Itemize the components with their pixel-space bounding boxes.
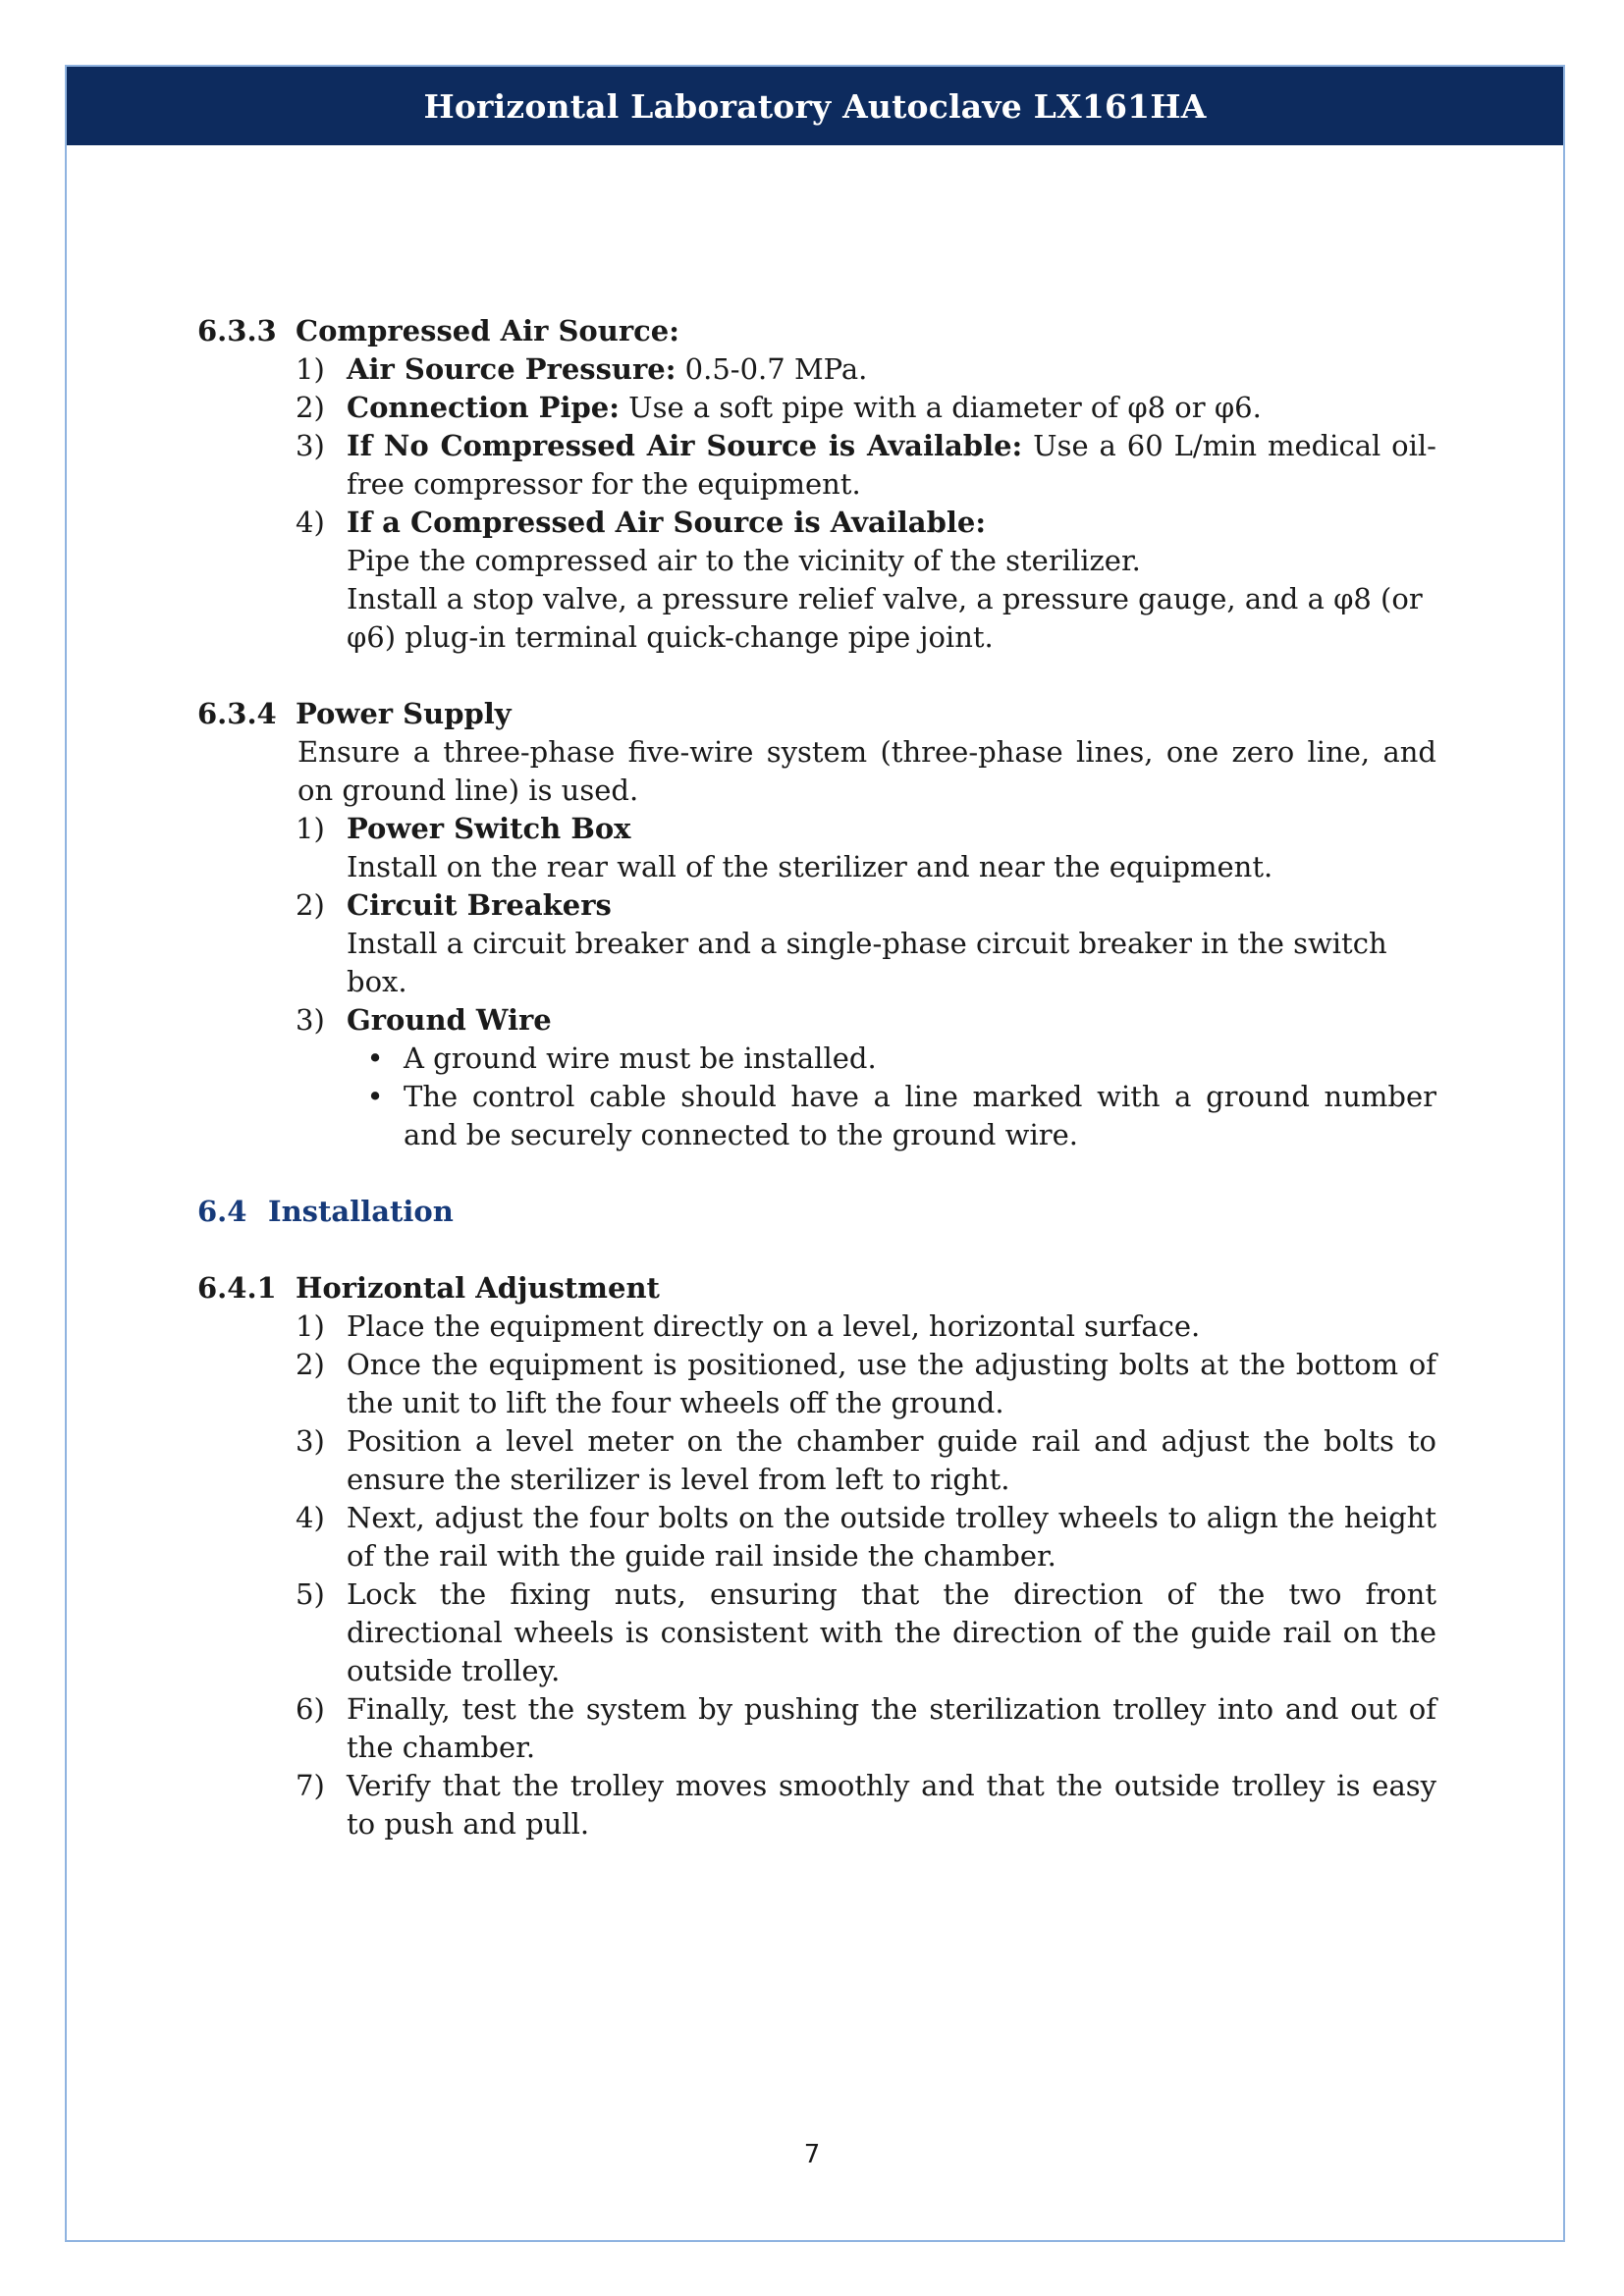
item-text: Verify that the trolley moves smoothly and that the outside trolley is easy to push and pull.	[347, 1769, 1436, 1841]
item-label: Circuit Breakers	[347, 888, 612, 922]
item-detail: Install on the rear wall of the sterilizer and near the equipment.	[347, 850, 1273, 883]
section-title: Horizontal Adjustment	[296, 1271, 660, 1305]
section-title: Power Supply	[296, 697, 512, 730]
section-number: 6.4	[197, 1195, 247, 1228]
item-detail: Install a stop valve, a pressure relief valve, a pressure gauge, and a φ8 (or φ6) plug-in terminal quick-change pipe joint.	[347, 582, 1423, 654]
section-number: 6.4.1	[197, 1271, 277, 1305]
list-number: 1)	[296, 812, 325, 845]
bullet-text: A ground wire must be installed.	[404, 1041, 877, 1075]
section-number: 6.3.3	[197, 314, 277, 347]
list-item	[296, 1422, 1436, 1499]
list-number: 7)	[296, 1769, 325, 1802]
list-number: 6)	[296, 1692, 325, 1726]
item-detail: Install a circuit breaker and a single-phase circuit breaker in the switch box.	[347, 927, 1387, 998]
page-number: 7	[803, 2140, 821, 2169]
list-item	[296, 389, 1436, 427]
section-heading-6-3-4	[197, 695, 1436, 733]
item-text: Use a 60 L/min medical oil-free compressor for the equipment.	[347, 429, 1436, 501]
list-item	[296, 1001, 1436, 1040]
item-label: Ground Wire	[347, 1003, 552, 1037]
list-number: 1)	[296, 1309, 325, 1343]
item-label: Connection Pipe:	[347, 391, 620, 424]
bullet-item	[347, 1078, 1436, 1154]
section-number: 6.3.4	[197, 697, 277, 730]
list-number: 2)	[296, 888, 325, 922]
item-label: Air Source Pressure:	[347, 352, 677, 386]
page-content	[197, 312, 1436, 1843]
item-text: Position a level meter on the chamber guide rail and adjust the bolts to ensure the sterilizer is level from left to right.	[347, 1424, 1436, 1496]
list-item	[296, 886, 1436, 925]
list-number: 5)	[296, 1577, 325, 1611]
list-number: 4)	[296, 506, 325, 539]
list-item	[296, 504, 1436, 542]
section-heading-6-4-1	[197, 1269, 1436, 1308]
item-text: Finally, test the system by pushing the sterilization trolley into and out of the chamber.	[347, 1692, 1436, 1764]
section-title: Compressed Air Source:	[296, 314, 679, 347]
item-text: 0.5-0.7 MPa.	[676, 352, 868, 386]
list-item	[296, 350, 1436, 389]
list-number: 3)	[296, 1003, 325, 1037]
section-heading-6-4	[197, 1193, 1436, 1231]
item-detail: Pipe the compressed air to the vicinity of the sterilizer.	[347, 544, 1141, 577]
list-number: 1)	[296, 352, 325, 386]
item-label: Power Switch Box	[347, 812, 631, 845]
list-number: 2)	[296, 391, 325, 424]
item-label: If a Compressed Air Source is Available:	[347, 506, 987, 539]
list-item	[296, 810, 1436, 848]
bullet-text: The control cable should have a line marked with a ground number and be securely connected to the ground wire.	[404, 1080, 1436, 1151]
item-text: Next, adjust the four bolts on the outside trolley wheels to align the height of the rail with the guide rail inside the chamber.	[347, 1501, 1436, 1573]
bullet-icon: •	[366, 1041, 384, 1075]
bullet-item	[347, 1040, 1436, 1078]
bullet-icon: •	[366, 1080, 384, 1113]
list-item	[296, 1499, 1436, 1575]
list-number: 2)	[296, 1348, 325, 1381]
list-number: 4)	[296, 1501, 325, 1534]
item-text: Use a soft pipe with a diameter of φ8 or φ6.	[619, 391, 1262, 424]
header-bar	[67, 67, 1563, 145]
list-number: 3)	[296, 1424, 325, 1458]
section-heading-6-3-3	[197, 312, 1436, 350]
list-item	[296, 1690, 1436, 1767]
document-title: Horizontal Laboratory Autoclave LX161HA	[423, 86, 1207, 126]
item-text: Place the equipment directly on a level, horizontal surface.	[347, 1309, 1201, 1343]
item-text: Lock the fixing nuts, ensuring that the direction of the two front directional wheels is consistent with the direction of the guide rail on the outside trolley.	[347, 1577, 1436, 1687]
section-title: Installation	[268, 1195, 454, 1228]
list-item	[296, 1308, 1436, 1346]
list-number: 3)	[296, 429, 325, 462]
item-label: If No Compressed Air Source is Available:	[347, 429, 1023, 462]
section-intro: Ensure a three-phase five-wire system (three-phase lines, one zero line, and on ground line) is used.	[298, 735, 1436, 807]
list-item	[296, 1346, 1436, 1422]
item-text: Once the equipment is positioned, use the adjusting bolts at the bottom of the unit to lift the four wheels off the ground.	[347, 1348, 1436, 1419]
list-item	[296, 1767, 1436, 1843]
list-item	[296, 427, 1436, 504]
list-item	[296, 1575, 1436, 1690]
